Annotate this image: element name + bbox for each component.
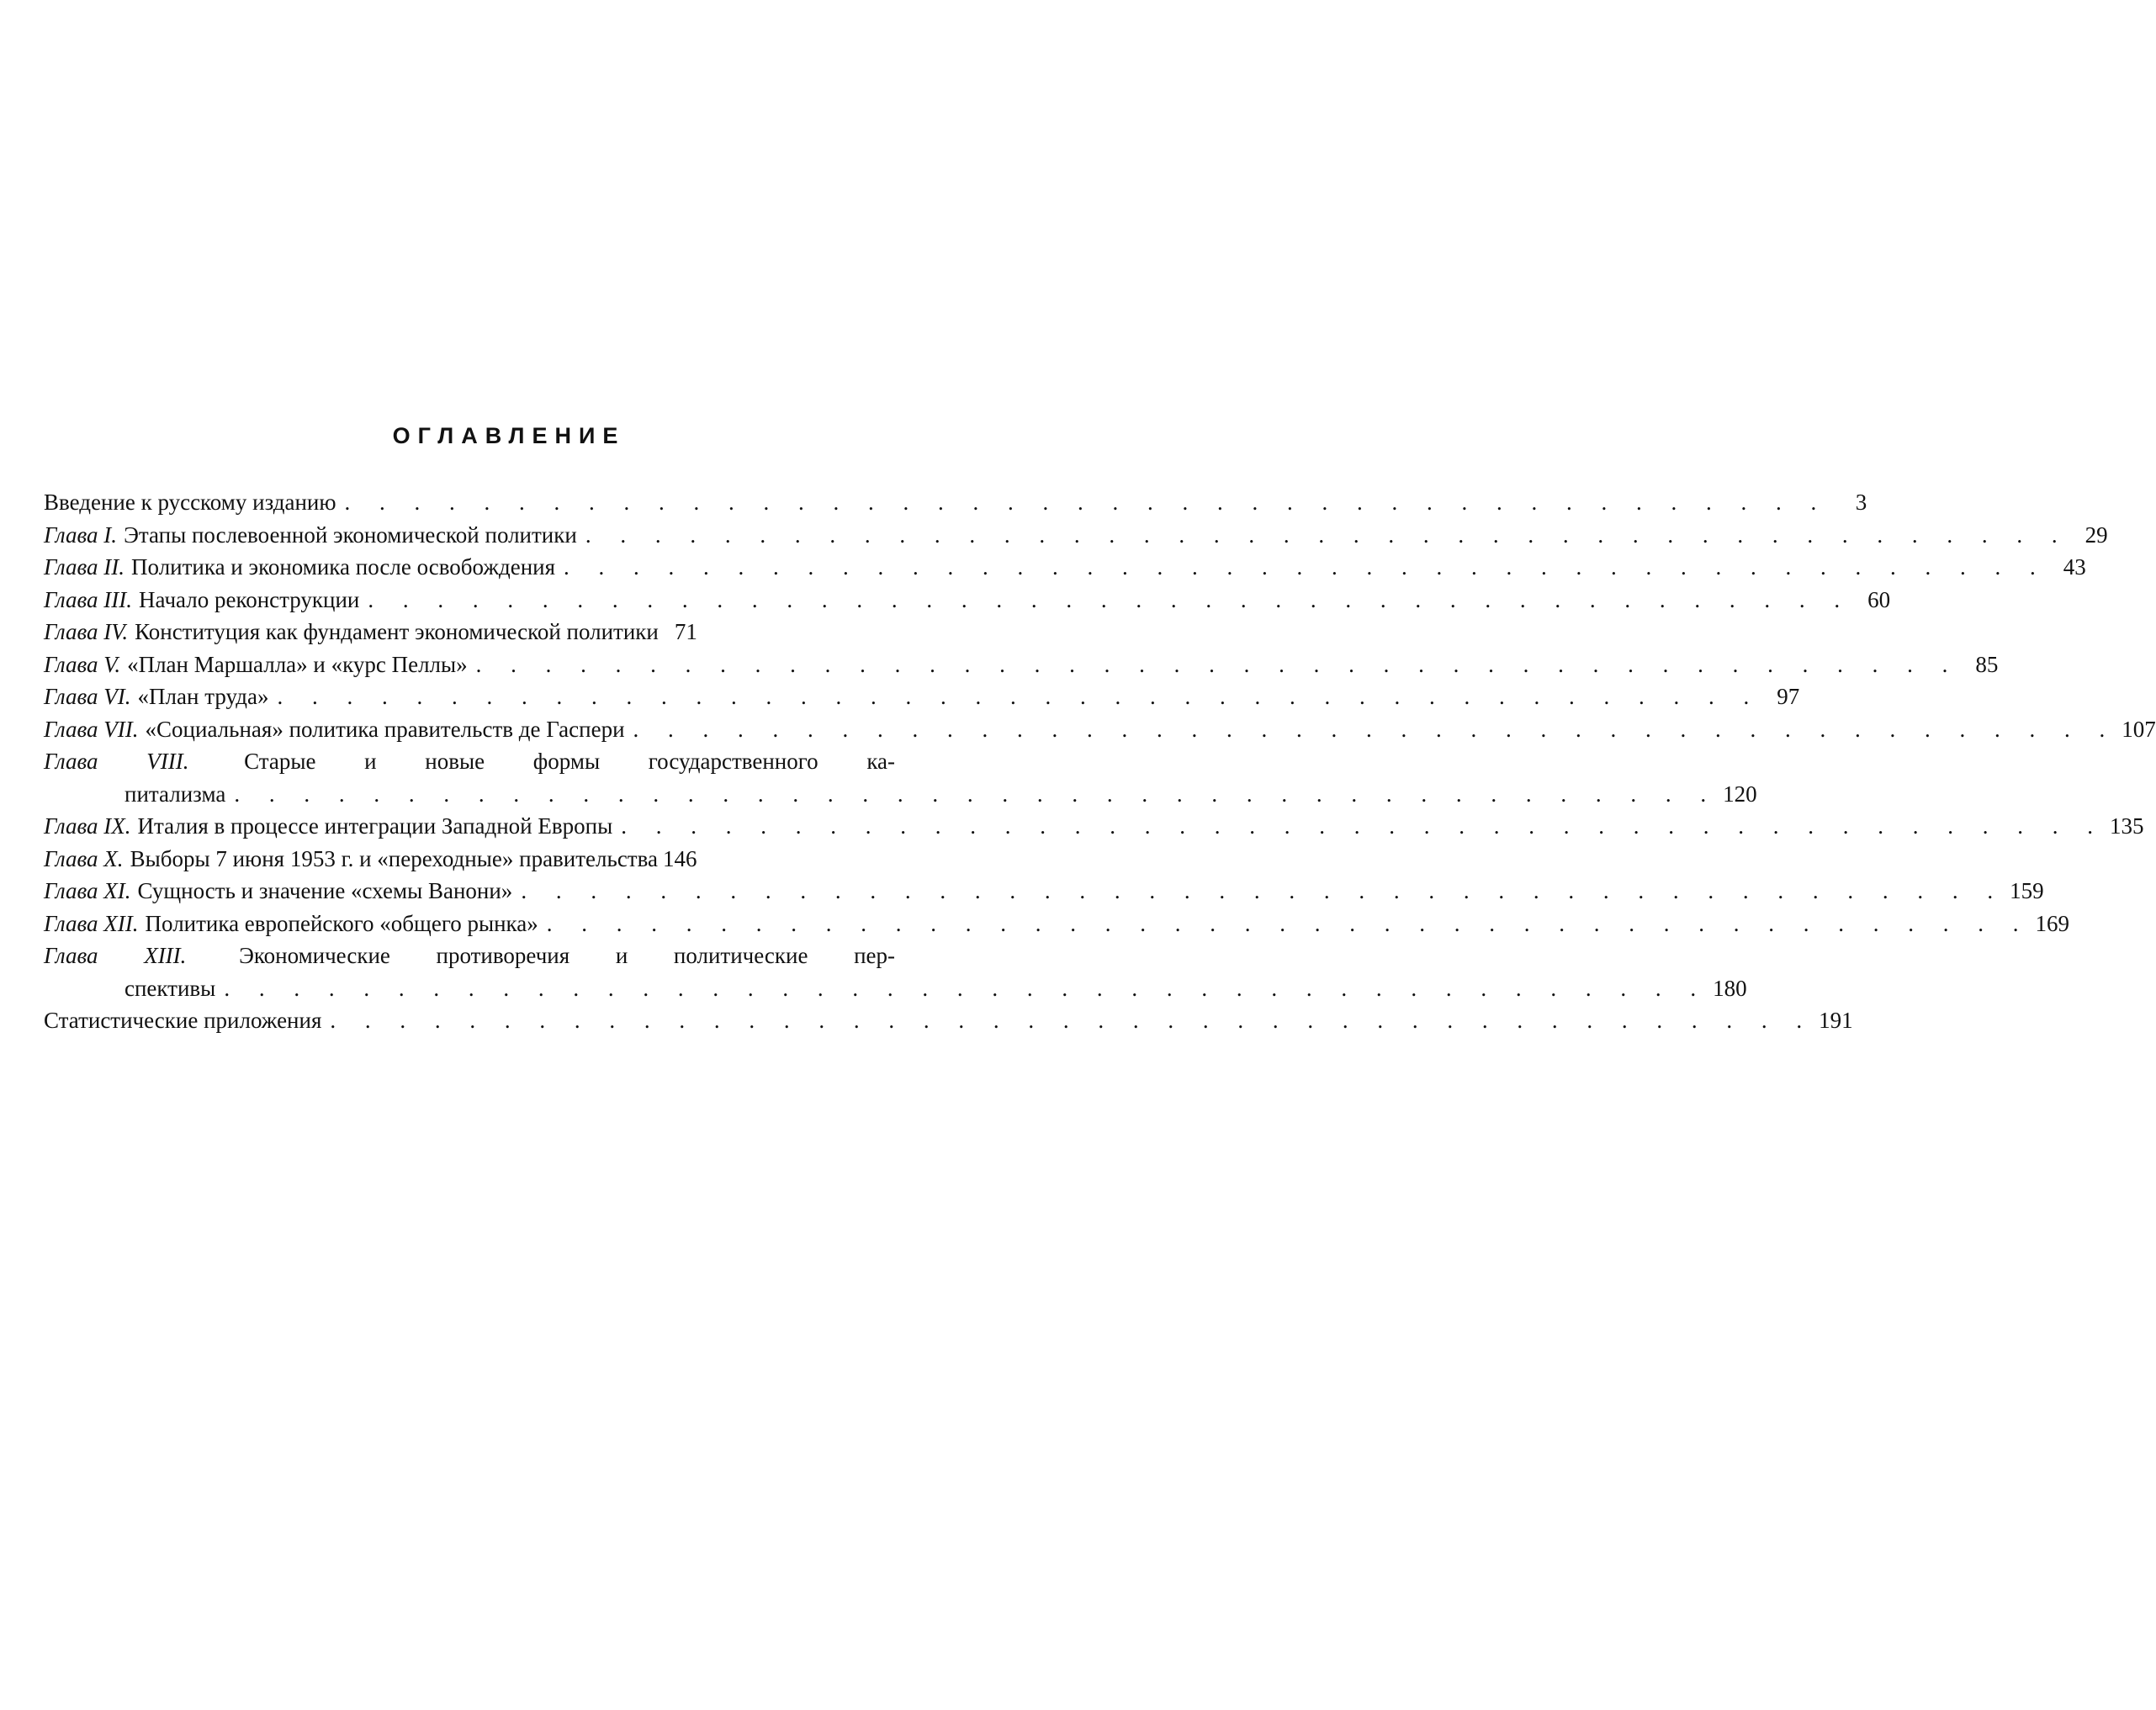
toc-entry-chapter-5[interactable] bbox=[44, 649, 1999, 681]
toc-entry-page: 169 bbox=[2035, 910, 2069, 936]
toc-entry-chapter-label: Глава X. bbox=[44, 845, 124, 871]
toc-entry-page: 71 bbox=[674, 619, 697, 644]
toc-entry-page: 85 bbox=[1975, 651, 1999, 677]
toc-entry-chapter-label: Глава VII. bbox=[44, 716, 139, 742]
dot-leader: . . . . . . . . . . . . . . . . . . . . . . . . . . . . . . . . . . . . . . . . . . . bbox=[585, 521, 2069, 548]
toc-entry-chapter-label: Глава VIII. bbox=[44, 749, 189, 774]
toc-entry-chapter-13-line1[interactable] bbox=[44, 940, 895, 972]
toc-entry-chapter-4[interactable] bbox=[44, 616, 895, 649]
toc-entry-title-continuation: питализма bbox=[124, 781, 226, 807]
toc-entry-title: Введение к русскому изданию bbox=[44, 490, 336, 515]
dot-leader: . . . . . . . . . . . . . . . . . . . . . . . . . . . . . . . . . . . . . . . . . . . bbox=[564, 554, 2047, 580]
toc-entry-title: «Социальная» политика правительств де Гаспери bbox=[145, 716, 625, 742]
toc-entry-title: «План труда» bbox=[137, 684, 269, 709]
dot-leader: . . . . . . . . . . . . . . . . . . . . . . . . . . . . . . . . . . . . . . . . . . . bbox=[234, 781, 1719, 807]
dot-leader: . . . . . . . . . . . . . . . . . . . . . . . . . . . . . . . . . . . . . . . . . . . bbox=[633, 716, 2117, 742]
dot-leader: . . . . . . . . . . . . . . . . . . . . . . . . . . . . . . . . . . . . . . . . . . . bbox=[277, 684, 1761, 709]
toc-entry-page: 97 bbox=[1777, 684, 1800, 709]
toc-entry-appendix[interactable] bbox=[44, 1004, 1853, 1037]
toc-entry-chapter-1[interactable] bbox=[44, 519, 2108, 552]
dot-leader: . . . . . . . . . . . . . . . . . . . . . . . . . . . . . . . . . . . . . . . . . . . bbox=[546, 910, 2031, 936]
toc-entry-chapter-label: Глава IX. bbox=[44, 813, 131, 839]
toc-entry-page: 146 bbox=[662, 845, 697, 871]
toc-entry-page: 120 bbox=[1723, 781, 1757, 807]
toc-entry-chapter-label: Глава I. bbox=[44, 521, 118, 548]
toc-entry-chapter-2[interactable] bbox=[44, 551, 2086, 584]
toc-entry-title: Начало реконструкции bbox=[139, 586, 360, 612]
toc-entry-page: 159 bbox=[2010, 878, 2044, 903]
toc-entry-page: 29 bbox=[2084, 521, 2108, 548]
toc-entry-chapter-label: Глава III. bbox=[44, 586, 133, 612]
dot-leader: . . . . . . . . . . . . . . . . . . . . . . . . . . . . . . . . . . . . . . . . . . . bbox=[344, 490, 1829, 515]
toc-entry-title-continuation: спективы bbox=[124, 975, 216, 1001]
toc-entry-page: 3 bbox=[1855, 490, 1867, 515]
dot-leader: . . . . . . . . . . . . . . . . . . . . . . . . . . . . . . . . . . . . . . . . . . . bbox=[621, 813, 2105, 839]
toc-entry-chapter-8-line2[interactable] bbox=[44, 778, 1757, 811]
dot-leader: . . . . . . . . . . . . . . . . . . . . . . . . . . . . . . . . . . . . . . . . . . . bbox=[475, 651, 1960, 677]
toc-entry-chapter-7[interactable] bbox=[44, 713, 2156, 746]
toc-entry-title: Политика и экономика после освобождения bbox=[131, 554, 556, 580]
toc-entry-page: 43 bbox=[2063, 554, 2086, 580]
toc-entry-chapter-label: Глава XII. bbox=[44, 910, 139, 936]
toc-entry-page: 135 bbox=[2109, 813, 2144, 839]
toc-entry-chapter-label: Глава II. bbox=[44, 554, 125, 580]
toc-entry-title: «План Маршалла» и «курс Пеллы» bbox=[127, 651, 468, 677]
toc-entry-chapter-3[interactable] bbox=[44, 584, 1891, 617]
toc-entry-page: 107 bbox=[2122, 716, 2156, 742]
toc-entry-title: Конституция как фундамент экономической политики bbox=[135, 619, 659, 644]
toc-entry-title: Статистические приложения bbox=[44, 1008, 322, 1033]
toc-entry-page: 191 bbox=[1819, 1008, 1853, 1033]
toc-entry-chapter-label: Глава XIII. bbox=[44, 943, 187, 968]
dot-leader: . . . . . . . . . . . . . . . . . . . . . . . . . . . . . . . . . . . . . . . . . . . bbox=[224, 975, 1708, 1001]
toc-heading: ОГЛАВЛЕНИЕ bbox=[392, 423, 626, 448]
dot-leader: . . . . . . . . . . . . . . . . . . . . . . . . . . . . . . . . . . . . . . . . . . . bbox=[330, 1008, 1814, 1033]
toc-entry-chapter-8-line1[interactable] bbox=[44, 745, 895, 778]
toc-entry-introduction[interactable] bbox=[44, 486, 1867, 519]
toc-entry-title: Выборы 7 июня 1953 г. и «переходные» правительства bbox=[130, 845, 658, 871]
toc-entry-title: Старые и новые формы государственного ка- bbox=[244, 749, 896, 774]
dot-leader: . . . . . . . . . . . . . . . . . . . . . . . . . . . . . . . . . . . . . . . . . . . bbox=[521, 878, 2005, 903]
toc-entry-chapter-11[interactable] bbox=[44, 875, 2044, 908]
toc-entry-chapter-10[interactable] bbox=[44, 843, 895, 876]
toc-entry-page: 60 bbox=[1867, 586, 1891, 612]
dot-leader: . . . . . . . . . . . . . . . . . . . . . . . . . . . . . . . . . . . . . . . . . . . bbox=[368, 586, 1852, 612]
toc-entry-chapter-label: Глава V. bbox=[44, 651, 121, 677]
toc-entry-chapter-6[interactable] bbox=[44, 680, 1800, 713]
table-of-contents bbox=[44, 486, 2156, 1037]
toc-entry-chapter-label: Глава XI. bbox=[44, 878, 131, 903]
toc-entry-page: 180 bbox=[1713, 975, 1747, 1001]
toc-entry-title: Сущность и значение «схемы Ванони» bbox=[137, 878, 513, 903]
toc-entry-title: Италия в процессе интеграции Западной Европы bbox=[137, 813, 613, 839]
toc-entry-title: Экономические противоречия и политические пер- bbox=[239, 943, 895, 968]
toc-entry-chapter-13-line2[interactable] bbox=[44, 972, 1747, 1005]
toc-entry-chapter-9[interactable] bbox=[44, 810, 2144, 843]
toc-entry-title: Этапы послевоенной экономической политики bbox=[124, 521, 577, 548]
toc-entry-chapter-label: Глава VI. bbox=[44, 684, 131, 709]
toc-entry-chapter-12[interactable] bbox=[44, 908, 2069, 940]
toc-entry-title: Политика европейского «общего рынка» bbox=[145, 910, 538, 936]
toc-entry-chapter-label: Глава IV. bbox=[44, 619, 129, 644]
